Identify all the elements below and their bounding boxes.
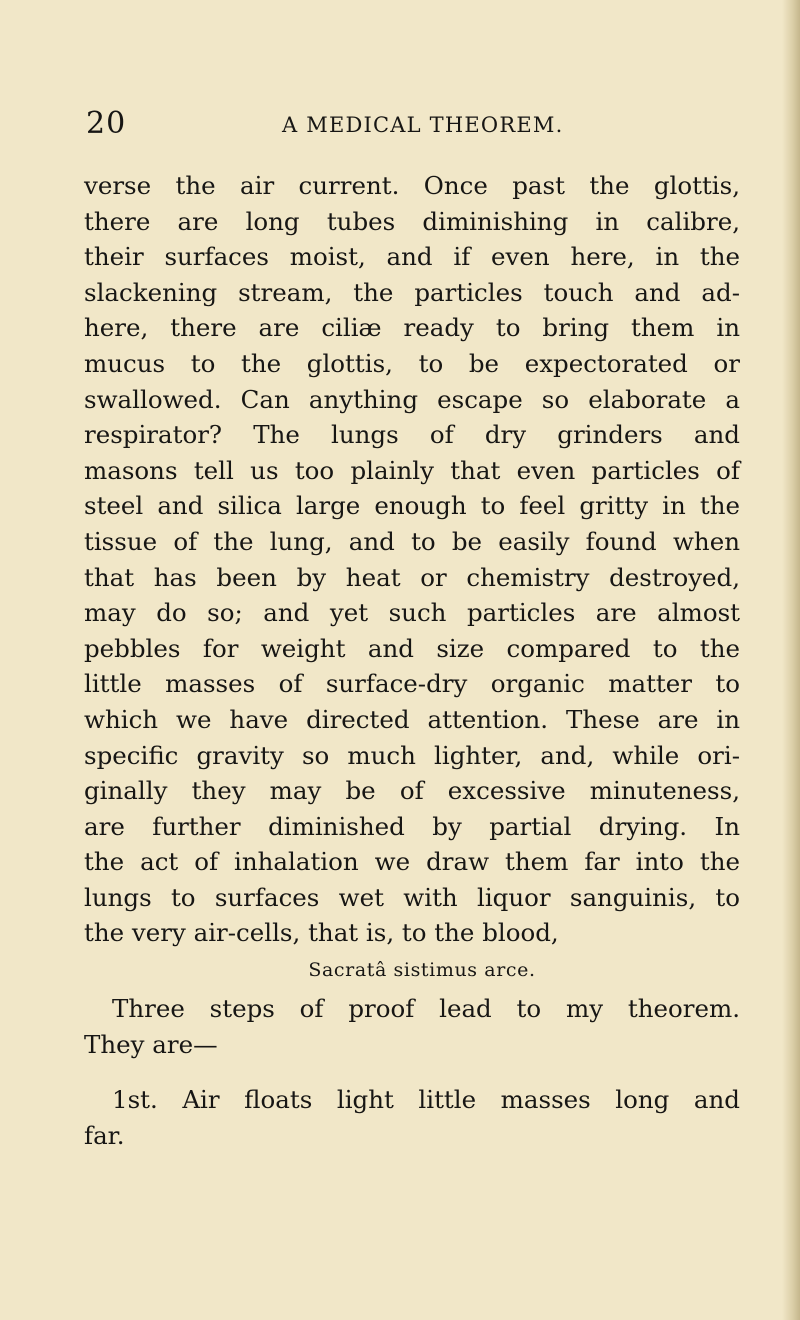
- text-line: tissue of the lung, and to be easily found when: [84, 526, 740, 556]
- text-line: their surfaces moist, and if even here, in the: [84, 242, 740, 272]
- text-line: there are long tubes diminishing in calibre,: [84, 206, 740, 236]
- text-line: far.: [84, 1120, 125, 1150]
- text-line: are further diminished by partial drying. In: [84, 811, 740, 841]
- text-line: masons tell us too plainly that even particles of: [84, 455, 740, 485]
- text-line: may do so; and yet such particles are almost: [84, 598, 740, 628]
- text-line: that has been by heat or chemistry destroyed,: [84, 562, 740, 592]
- text-line: mucus to the glottis, to be expectorated or: [84, 348, 740, 378]
- text-line: steel and silica large enough to feel gritty in the: [84, 491, 740, 521]
- text-line: They are—: [84, 1029, 218, 1059]
- text-line: ginally they may be of excessive minuteness,: [84, 776, 740, 806]
- text-line: swallowed. Can anything escape so elaborate a: [84, 384, 740, 414]
- text-line: lungs to surfaces wet with liquor sanguinis, to: [84, 882, 740, 912]
- text-line: respirator? The lungs of dry grinders and: [84, 420, 740, 450]
- text-line: here, there are ciliæ ready to bring them in: [84, 313, 740, 343]
- text-line: Three steps of proof lead to my theorem.: [112, 994, 740, 1024]
- text-line: the act of inhalation we draw them far into the: [84, 847, 740, 877]
- text-line: specific gravity so much lighter, and, while ori-: [84, 740, 740, 770]
- text-line: the very air-cells, that is, to the blood,: [84, 918, 559, 948]
- text-line: slackening stream, the particles touch and ad-: [84, 277, 740, 307]
- text-line: pebbles for weight and size compared to the: [84, 633, 740, 663]
- text-line: verse the air current. Once past the glottis,: [84, 171, 740, 200]
- paragraph-3: [84, 1082, 740, 1153]
- text-line: which we have directed attention. These are in: [84, 704, 740, 734]
- paragraph-1: [84, 168, 740, 951]
- paragraph-gap: [84, 1062, 740, 1082]
- body-text: [84, 168, 740, 1153]
- paragraph-2: [84, 991, 740, 1062]
- latin-quote: Sacratâ sistimus arce.: [308, 959, 536, 982]
- page-edge-shadow: [782, 0, 800, 1320]
- page-header: [86, 104, 746, 144]
- running-title: A MEDICAL THEOREM.: [282, 113, 564, 137]
- text-line: little masses of surface-dry organic matter to: [84, 669, 740, 699]
- page-number: 20: [86, 106, 127, 141]
- text-line: 1st. Air floats light little masses long and: [112, 1085, 740, 1115]
